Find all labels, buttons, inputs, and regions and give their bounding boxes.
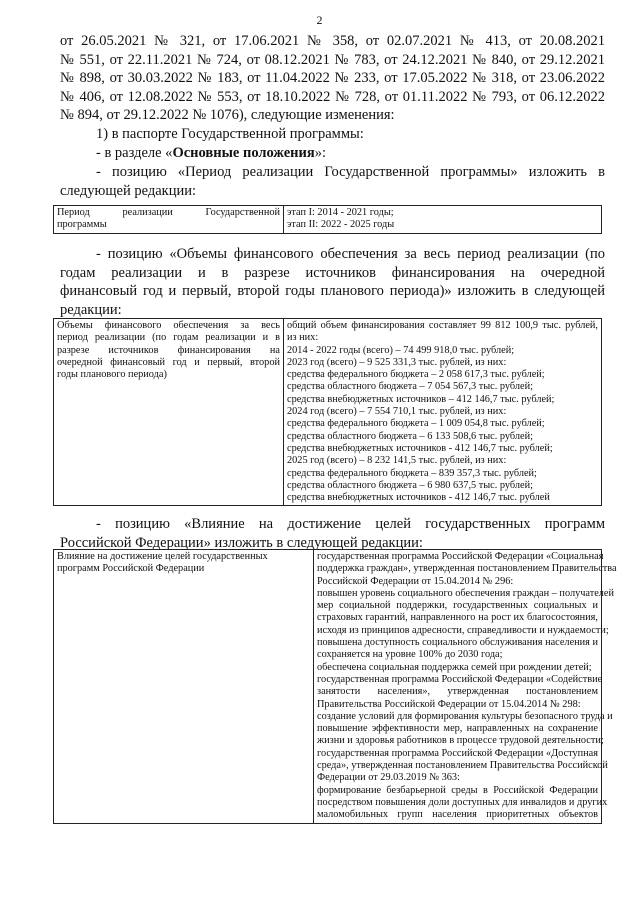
section-line bbox=[60, 144, 605, 163]
cell-line: очередной финансовый год и первый, второй bbox=[57, 356, 280, 368]
cell-line: посредством повышения доли доступных для инвалидов и других bbox=[317, 796, 608, 808]
table-financing bbox=[53, 318, 602, 506]
cell-line: создание условий для формирования культуры безопасного труда и bbox=[317, 710, 613, 722]
table-cell-label bbox=[54, 206, 284, 234]
position-3-line: - позицию «Влияние на достижение целей государственных программ bbox=[96, 516, 605, 532]
cell-line: программы bbox=[57, 219, 107, 231]
section-prefix: - в разделе « bbox=[96, 145, 173, 161]
cell-line: государственная программа Российской Федерации «Доступная bbox=[317, 747, 598, 759]
cell-line: средства областного бюджета – 6 133 508,6 тыс. рублей; bbox=[287, 430, 533, 442]
cell-line: жизни и здоровья работников в процессе трудовой деятельности; bbox=[317, 735, 604, 747]
intro-line: № 894, от 29.12.2022 № 1076), следующие изменения: bbox=[60, 107, 395, 124]
position-2-line: редакции: bbox=[60, 301, 122, 318]
cell-line: из них: bbox=[287, 332, 319, 344]
cell-line: общий объем финансирования составляет 99 812 100,9 тыс. рублей, bbox=[287, 320, 598, 331]
cell-line: занятости населения», утвержденная постановлением bbox=[317, 686, 598, 698]
section-title: Основные положения bbox=[172, 145, 315, 161]
cell-line: средства областного бюджета – 7 054 567,3 тыс. рублей; bbox=[287, 381, 533, 393]
cell-line: государственная программа Российской Федерации «Социальная bbox=[317, 551, 604, 562]
cell-line: 2024 год (всего) – 7 554 710,1 тыс. рублей, из них: bbox=[287, 406, 507, 418]
position-1-line: следующей редакции: bbox=[60, 182, 197, 199]
cell-line: сохраняется на уровне 100% до 2030 года; bbox=[317, 649, 503, 661]
cell-line: средства федерального бюджета – 1 009 054,8 тыс. рублей; bbox=[287, 418, 545, 430]
position-1-line: - позицию «Период реализации Государственной программы» изложить в bbox=[96, 164, 605, 180]
cell-line: средства внебюджетных источников - 412 146,7 тыс. рублей; bbox=[287, 442, 553, 454]
cell-line: маломобильных групп населения приоритетных объектов bbox=[317, 809, 598, 821]
item-1 bbox=[60, 125, 605, 144]
table-period bbox=[53, 205, 602, 234]
cell-line: годы планового периода) bbox=[57, 369, 167, 381]
cell-line: 2023 год (всего) – 9 525 331,3 тыс. рублей, из них: bbox=[287, 356, 507, 368]
cell-line: повышен уровень социального обеспечения граждан – получателей bbox=[317, 587, 615, 599]
position-2-paragraph bbox=[60, 245, 605, 319]
cell-line: этап I: 2014 - 2021 годы; bbox=[287, 207, 394, 218]
cell-line: Объемы финансового обеспечения за весь bbox=[57, 320, 280, 331]
table-row bbox=[54, 550, 602, 824]
cell-line: мер социальной поддержки, государственных социальных и bbox=[317, 600, 598, 612]
cell-line: период реализации (по годам реализации и в bbox=[57, 332, 280, 344]
intro-line: № 551, от 22.11.2021 № 724, от 08.12.2021 № 783, от 24.12.2021 № 840, от 29.12.2021 bbox=[60, 51, 605, 68]
cell-line: 2025 год (всего) – 8 232 141,5 тыс. рублей, из них: bbox=[287, 455, 507, 467]
table-cell-label bbox=[54, 319, 284, 506]
cell-line: 2014 - 2022 годы (всего) – 74 499 918,0 тыс. рублей; bbox=[287, 344, 515, 356]
cell-line: средства внебюджетных источников - 412 146,7 тыс. рублей bbox=[287, 492, 550, 504]
cell-line: средства федерального бюджета – 2 058 617,3 тыс. рублей; bbox=[287, 369, 545, 381]
cell-line: обеспечена социальная поддержка семей при рождении детей; bbox=[317, 661, 592, 673]
cell-line: этап II: 2022 - 2025 годы bbox=[287, 219, 395, 231]
intro-line: от 26.05.2021 № 321, от 17.06.2021 № 358, от 02.07.2021 № 413, от 20.08.2021 bbox=[60, 33, 605, 49]
cell-line: средства областного бюджета – 6 980 637,5 тыс. рублей; bbox=[287, 479, 533, 491]
page-number: 2 bbox=[316, 13, 323, 27]
position-2-line: финансовый год и первый, второй годы планового периода)» изложить в следующей bbox=[60, 283, 605, 300]
cell-line: повышение эффективности мер, направленных на сохранение bbox=[317, 723, 598, 735]
intro-line: № 406, от 12.08.2022 № 553, от 18.10.2022 № 728, от 01.11.2022 № 793, от 06.12.2022 bbox=[60, 88, 605, 105]
cell-line: Правительства Российской Федерации от 15.04.2014 № 298: bbox=[317, 698, 581, 710]
position-1-paragraph bbox=[60, 163, 605, 200]
position-2-line: - позицию «Объемы финансового обеспечения за весь период реализации (по bbox=[96, 246, 605, 262]
cell-line: государственная программа Российской Федерации «Содействие bbox=[317, 673, 603, 685]
cell-line: формирование безбарьерной среды в Российской Федерации bbox=[317, 784, 598, 796]
table-influence bbox=[53, 549, 617, 824]
intro-paragraph bbox=[60, 32, 605, 125]
cell-line: исходя из принципов адресности, справедливости и нуждаемости; bbox=[317, 624, 609, 636]
intro-line: № 898, от 30.03.2022 № 183, от 11.04.2022 № 233, от 17.05.2022 № 318, от 23.06.2022 bbox=[60, 70, 605, 87]
cell-line: Российской Федерации от 15.04.2014 № 296: bbox=[317, 575, 514, 587]
table-cell-value bbox=[314, 550, 617, 824]
table-cell-value bbox=[284, 319, 602, 506]
cell-line: среда», утвержденная постановлением Правительства Российской bbox=[317, 760, 608, 772]
table-row bbox=[54, 206, 602, 234]
item-1-text: 1) в паспорте Государственной программы: bbox=[96, 126, 364, 142]
section-suffix: »: bbox=[314, 145, 326, 161]
cell-line: страховых гарантий, направленного на рост их благосостояния, bbox=[317, 612, 598, 624]
cell-line: средства внебюджетных источников – 412 146,7 тыс. рублей; bbox=[287, 393, 555, 405]
cell-line: средства федерального бюджета – 839 357,3 тыс. рублей; bbox=[287, 467, 537, 479]
position-3-paragraph bbox=[60, 515, 605, 552]
cell-line: программ Российской Федерации bbox=[57, 563, 205, 575]
table-cell-value bbox=[284, 206, 602, 234]
cell-line: Влияние на достижение целей государственных bbox=[57, 551, 268, 562]
cell-line: Период реализации Государственной bbox=[57, 207, 280, 218]
position-3-line: Российской Федерации» изложить в следующей редакции: bbox=[60, 534, 423, 551]
section-text bbox=[96, 144, 605, 163]
cell-line: поддержка граждан», утвержденная постановлением Правительства bbox=[317, 563, 617, 575]
table-row bbox=[54, 319, 602, 506]
cell-line: разрезе источников финансирования на bbox=[57, 344, 280, 356]
position-2-line: годам реализации и в разрезе источников финансирования на очередной bbox=[60, 264, 605, 281]
cell-line: Федерации от 29.03.2019 № 363: bbox=[317, 772, 460, 784]
table-cell-label bbox=[54, 550, 314, 824]
cell-line: повышена доступность социального обслуживания населения и bbox=[317, 637, 598, 649]
